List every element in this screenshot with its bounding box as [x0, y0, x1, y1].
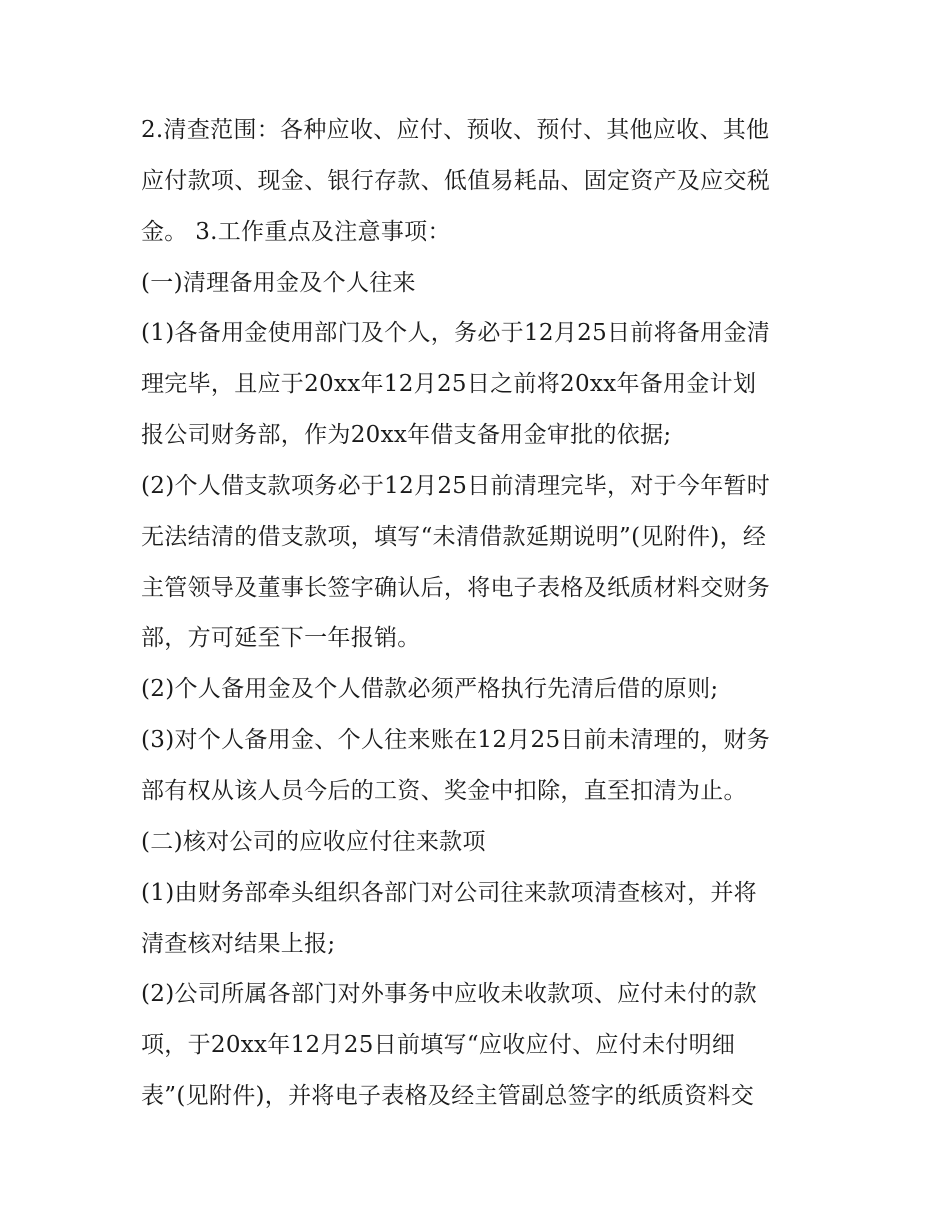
text-line: (1)由财务部牵头组织各部门对公司往来款项清查核对，并将 — [141, 879, 757, 906]
text-line: (2)个人借支款项务必于12月25日前清理完毕，对于今年暂时 — [141, 472, 771, 499]
section-heading: (二)核对公司的应收应付往来款项 — [141, 828, 486, 855]
section-heading: (一)清理备用金及个人往来 — [141, 269, 416, 296]
text-line: (3)对个人备用金、个人往来账在12月25日前未清理的，财务 — [141, 727, 771, 754]
text-line: (2)个人备用金及个人借款必须严格执行先清后借的原则; — [141, 676, 719, 703]
text-line: 部有权从该人员今后的工资、奖金中扣除，直至扣清为止。 — [141, 777, 747, 804]
text-line: 应付款项、现金、银行存款、低值易耗品、固定资产及应交税 — [141, 167, 771, 194]
text-line: 无法结清的借支款项，填写“未清借款延期说明”(见附件)，经 — [141, 523, 767, 550]
text-line: 项，于20xx年12月25日前填写“应收应付、应付未付明细 — [141, 1032, 736, 1059]
text-line: 报公司财务部，作为20xx年借支备用金审批的依据; — [141, 422, 672, 449]
text-line: (2)公司所属各部门对外事务中应收未收款项、应付未付的款 — [141, 981, 757, 1008]
text-line: 理完毕，且应于20xx年12月25日之前将20xx年备用金计划 — [141, 371, 757, 398]
text-line: 2.清查范围：各种应收、应付、预收、预付、其他应收、其他 — [141, 117, 770, 143]
text-line: 清查核对结果上报; — [141, 930, 336, 957]
text-line: 部，方可延至下一年报销。 — [141, 625, 421, 652]
text-line: 主管领导及董事长签字确认后，将电子表格及纸质材料交财务 — [141, 574, 771, 601]
document-body — [141, 105, 821, 1122]
text-line: (1)各备用金使用部门及个人，务必于12月25日前将备用金清 — [141, 320, 771, 347]
text-line: 金。 3.工作重点及注意事项： — [141, 218, 451, 245]
text-line: 表”(见附件)，并将电子表格及经主管副总签字的纸质资料交 — [141, 1083, 755, 1110]
